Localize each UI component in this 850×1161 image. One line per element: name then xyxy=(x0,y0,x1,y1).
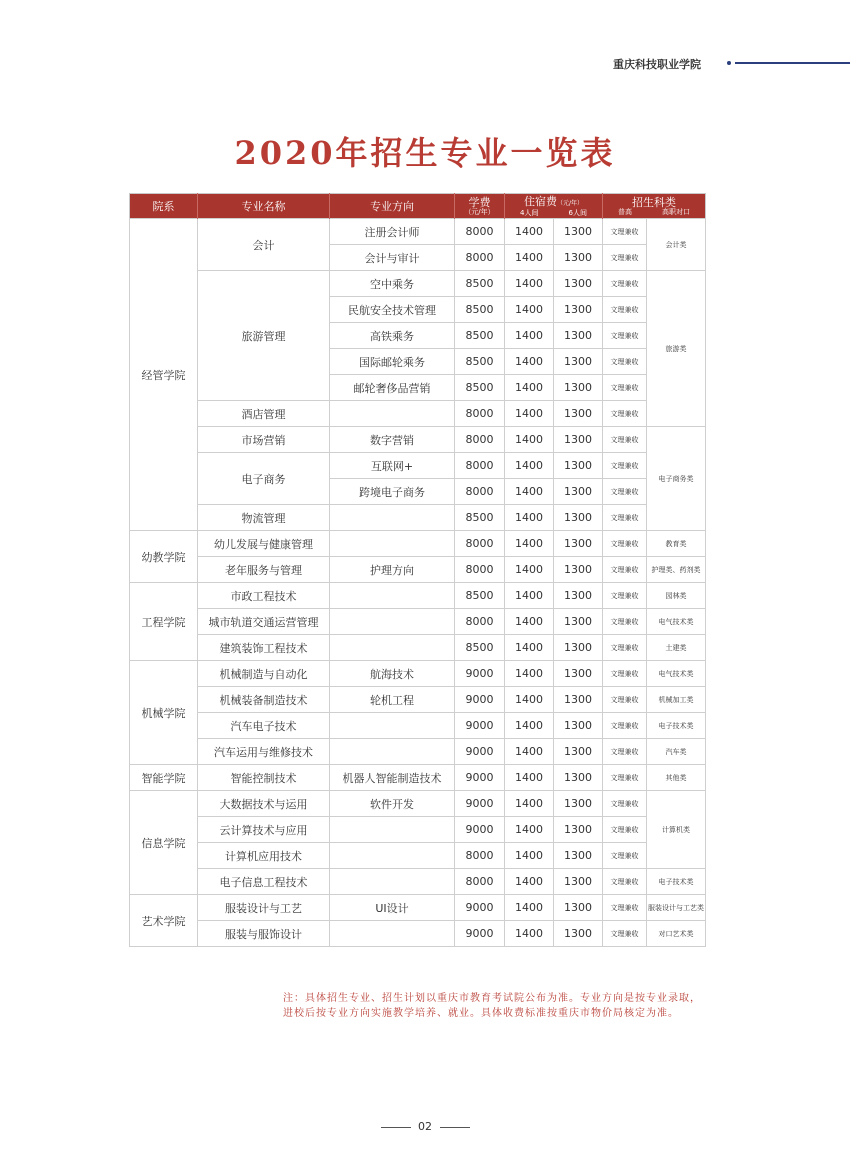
table-row xyxy=(130,661,706,687)
tuition-cell: 9000 xyxy=(455,713,505,739)
table-row xyxy=(130,869,706,895)
dorm6-cell: 1300 xyxy=(554,479,603,505)
header-tuition xyxy=(455,194,505,219)
dorm4-cell: 1400 xyxy=(505,739,554,765)
direction-cell xyxy=(330,817,455,843)
dorm6-cell: 1300 xyxy=(554,349,603,375)
vocational-category-cell: 电气技术类 xyxy=(647,609,706,635)
header-tuition-unit: （元/年） xyxy=(464,207,495,216)
header-cat-vocational: 高职对口 xyxy=(662,207,690,216)
general-category-cell: 文理兼收 xyxy=(603,531,647,557)
vocational-category-cell: 电气技术类 xyxy=(647,661,706,687)
dorm4-cell: 1400 xyxy=(505,817,554,843)
major-cell: 汽车电子技术 xyxy=(198,713,330,739)
major-cell: 旅游管理 xyxy=(198,271,330,401)
dorm6-cell: 1300 xyxy=(554,505,603,531)
direction-cell: 高铁乘务 xyxy=(330,323,455,349)
dept-cell: 智能学院 xyxy=(130,765,198,791)
dorm6-cell: 1300 xyxy=(554,635,603,661)
general-category-cell: 文理兼收 xyxy=(603,401,647,427)
general-category-cell: 文理兼收 xyxy=(603,245,647,271)
table-row xyxy=(130,505,706,531)
direction-cell xyxy=(330,869,455,895)
major-cell: 智能控制技术 xyxy=(198,765,330,791)
dorm4-cell: 1400 xyxy=(505,687,554,713)
vocational-category-cell: 土建类 xyxy=(647,635,706,661)
page-title: 2020年招生专业一览表 xyxy=(234,134,616,172)
dorm4-cell: 1400 xyxy=(505,609,554,635)
general-category-cell: 文理兼收 xyxy=(603,843,647,869)
vocational-category-cell: 会计类 xyxy=(647,219,706,271)
dorm6-cell: 1300 xyxy=(554,739,603,765)
table-row xyxy=(130,271,706,297)
table-row xyxy=(130,713,706,739)
dorm4-cell: 1400 xyxy=(505,375,554,401)
header-cat-general: 普高 xyxy=(618,207,632,216)
direction-cell: 互联网+ xyxy=(330,453,455,479)
dorm6-cell: 1300 xyxy=(554,557,603,583)
header-dorm xyxy=(505,194,603,219)
general-category-cell: 文理兼收 xyxy=(603,271,647,297)
dorm6-cell: 1300 xyxy=(554,791,603,817)
tuition-cell: 8500 xyxy=(455,375,505,401)
direction-cell xyxy=(330,713,455,739)
dorm4-cell: 1400 xyxy=(505,453,554,479)
general-category-cell: 文理兼收 xyxy=(603,661,647,687)
tuition-cell: 9000 xyxy=(455,739,505,765)
dorm4-cell: 1400 xyxy=(505,219,554,245)
direction-cell: 数字营销 xyxy=(330,427,455,453)
table-row xyxy=(130,401,706,427)
dorm6-cell: 1300 xyxy=(554,713,603,739)
general-category-cell: 文理兼收 xyxy=(603,895,647,921)
tuition-cell: 8500 xyxy=(455,635,505,661)
page-number: 02 xyxy=(418,1120,432,1133)
dept-cell: 工程学院 xyxy=(130,583,198,661)
table-row xyxy=(130,895,706,921)
header-rule xyxy=(735,62,850,64)
dorm6-cell: 1300 xyxy=(554,427,603,453)
direction-cell xyxy=(330,401,455,427)
table-row xyxy=(130,817,706,843)
direction-cell xyxy=(330,531,455,557)
direction-cell: 机器人智能制造技术 xyxy=(330,765,455,791)
tuition-cell: 8000 xyxy=(455,219,505,245)
general-category-cell: 文理兼收 xyxy=(603,817,647,843)
direction-cell: 轮机工程 xyxy=(330,687,455,713)
dorm6-cell: 1300 xyxy=(554,895,603,921)
header-dorm-4: 4人间 xyxy=(520,208,539,217)
major-cell: 大数据技术与运用 xyxy=(198,791,330,817)
dorm6-cell: 1300 xyxy=(554,323,603,349)
dorm6-cell: 1300 xyxy=(554,453,603,479)
tuition-cell: 9000 xyxy=(455,661,505,687)
tuition-cell: 8000 xyxy=(455,401,505,427)
tuition-cell: 9000 xyxy=(455,895,505,921)
dorm6-cell: 1300 xyxy=(554,297,603,323)
general-category-cell: 文理兼收 xyxy=(603,297,647,323)
dorm4-cell: 1400 xyxy=(505,271,554,297)
major-cell: 老年服务与管理 xyxy=(198,557,330,583)
major-cell: 建筑装饰工程技术 xyxy=(198,635,330,661)
header-dorm-unit: （元/年） xyxy=(556,199,584,207)
table-header-row xyxy=(130,194,706,219)
dorm4-cell: 1400 xyxy=(505,505,554,531)
dorm6-cell: 1300 xyxy=(554,401,603,427)
direction-cell xyxy=(330,635,455,661)
major-cell: 云计算技术与应用 xyxy=(198,817,330,843)
direction-cell xyxy=(330,739,455,765)
dorm6-cell: 1300 xyxy=(554,609,603,635)
major-cell: 服装设计与工艺 xyxy=(198,895,330,921)
general-category-cell: 文理兼收 xyxy=(603,219,647,245)
tuition-cell: 9000 xyxy=(455,921,505,947)
general-category-cell: 文理兼收 xyxy=(603,349,647,375)
vocational-category-cell: 电子商务类 xyxy=(647,427,706,531)
direction-cell xyxy=(330,921,455,947)
major-cell: 市政工程技术 xyxy=(198,583,330,609)
general-category-cell: 文理兼收 xyxy=(603,609,647,635)
major-cell: 城市轨道交通运营管理 xyxy=(198,609,330,635)
direction-cell: 航海技术 xyxy=(330,661,455,687)
general-category-cell: 文理兼收 xyxy=(603,583,647,609)
general-category-cell: 文理兼收 xyxy=(603,869,647,895)
general-category-cell: 文理兼收 xyxy=(603,791,647,817)
page-number-block xyxy=(0,1120,850,1133)
vocational-category-cell: 教育类 xyxy=(647,531,706,557)
dorm6-cell: 1300 xyxy=(554,661,603,687)
general-category-cell: 文理兼收 xyxy=(603,765,647,791)
table-row xyxy=(130,921,706,947)
major-cell: 酒店管理 xyxy=(198,401,330,427)
major-cell: 汽车运用与维修技术 xyxy=(198,739,330,765)
direction-cell: 会计与审计 xyxy=(330,245,455,271)
dorm6-cell: 1300 xyxy=(554,869,603,895)
header-category xyxy=(603,194,706,219)
table-row xyxy=(130,453,706,479)
major-cell: 会计 xyxy=(198,219,330,271)
vocational-category-cell: 对口艺术类 xyxy=(647,921,706,947)
general-category-cell: 文理兼收 xyxy=(603,505,647,531)
tuition-cell: 9000 xyxy=(455,791,505,817)
tuition-cell: 9000 xyxy=(455,687,505,713)
direction-cell: 注册会计师 xyxy=(330,219,455,245)
dorm6-cell: 1300 xyxy=(554,921,603,947)
major-cell: 机械装备制造技术 xyxy=(198,687,330,713)
general-category-cell: 文理兼收 xyxy=(603,453,647,479)
vocational-category-cell: 护理类、药剂类 xyxy=(647,557,706,583)
header-major: 专业名称 xyxy=(198,194,330,219)
header-dept: 院系 xyxy=(130,194,198,219)
table-row xyxy=(130,427,706,453)
table-body xyxy=(130,219,706,947)
table-row xyxy=(130,791,706,817)
general-category-cell: 文理兼收 xyxy=(603,635,647,661)
direction-cell: 国际邮轮乘务 xyxy=(330,349,455,375)
header-dorm-label: 住宿费 xyxy=(523,194,557,208)
general-category-cell: 文理兼收 xyxy=(603,713,647,739)
vocational-category-cell: 旅游类 xyxy=(647,271,706,427)
vocational-category-cell: 服装设计与工艺类 xyxy=(647,895,706,921)
general-category-cell: 文理兼收 xyxy=(603,427,647,453)
dorm4-cell: 1400 xyxy=(505,921,554,947)
tuition-cell: 9000 xyxy=(455,817,505,843)
dorm6-cell: 1300 xyxy=(554,219,603,245)
tuition-cell: 8000 xyxy=(455,843,505,869)
major-cell: 电子信息工程技术 xyxy=(198,869,330,895)
major-cell: 服装与服饰设计 xyxy=(198,921,330,947)
table-row xyxy=(130,219,706,245)
dorm4-cell: 1400 xyxy=(505,661,554,687)
general-category-cell: 文理兼收 xyxy=(603,323,647,349)
table-row xyxy=(130,583,706,609)
tuition-cell: 8000 xyxy=(455,479,505,505)
major-cell: 市场营销 xyxy=(198,427,330,453)
dorm4-cell: 1400 xyxy=(505,791,554,817)
dorm6-cell: 1300 xyxy=(554,687,603,713)
vocational-category-cell: 电子技术类 xyxy=(647,713,706,739)
dept-cell: 艺术学院 xyxy=(130,895,198,947)
tuition-cell: 8000 xyxy=(455,557,505,583)
dorm6-cell: 1300 xyxy=(554,375,603,401)
vocational-category-cell: 电子技术类 xyxy=(647,869,706,895)
header-direction: 专业方向 xyxy=(330,194,455,219)
dorm4-cell: 1400 xyxy=(505,843,554,869)
dorm4-cell: 1400 xyxy=(505,479,554,505)
dorm4-cell: 1400 xyxy=(505,765,554,791)
header-tuition-label: 学费 xyxy=(468,195,491,209)
dorm4-cell: 1400 xyxy=(505,583,554,609)
table-row xyxy=(130,739,706,765)
major-cell: 计算机应用技术 xyxy=(198,843,330,869)
dorm6-cell: 1300 xyxy=(554,765,603,791)
major-cell: 幼儿发展与健康管理 xyxy=(198,531,330,557)
tuition-cell: 8500 xyxy=(455,505,505,531)
major-cell: 电子商务 xyxy=(198,453,330,505)
dorm4-cell: 1400 xyxy=(505,895,554,921)
footnote: 注：具体招生专业、招生计划以重庆市教育考试院公布为准。专业方向是按专业录取，进校后按专业方向实施教学培养、就业。具体收费标准按重庆市物价局核定为准。 xyxy=(283,993,701,1019)
dorm4-cell: 1400 xyxy=(505,245,554,271)
dorm4-cell: 1400 xyxy=(505,401,554,427)
vocational-category-cell: 机械加工类 xyxy=(647,687,706,713)
major-cell: 物流管理 xyxy=(198,505,330,531)
dorm6-cell: 1300 xyxy=(554,271,603,297)
dorm4-cell: 1400 xyxy=(505,557,554,583)
dept-cell: 经管学院 xyxy=(130,219,198,531)
tuition-cell: 8000 xyxy=(455,245,505,271)
tuition-cell: 8000 xyxy=(455,609,505,635)
header-category-label: 招生科类 xyxy=(632,195,676,209)
direction-cell: 软件开发 xyxy=(330,791,455,817)
direction-cell: 邮轮奢侈品营销 xyxy=(330,375,455,401)
direction-cell: 空中乘务 xyxy=(330,271,455,297)
general-category-cell: 文理兼收 xyxy=(603,479,647,505)
dorm6-cell: 1300 xyxy=(554,817,603,843)
direction-cell: 民航安全技术管理 xyxy=(330,297,455,323)
tuition-cell: 8500 xyxy=(455,583,505,609)
dorm6-cell: 1300 xyxy=(554,531,603,557)
dorm4-cell: 1400 xyxy=(505,349,554,375)
page-number-dash-right xyxy=(440,1127,470,1128)
dorm6-cell: 1300 xyxy=(554,843,603,869)
tuition-cell: 8000 xyxy=(455,453,505,479)
vocational-category-cell: 园林类 xyxy=(647,583,706,609)
header-dorm-6: 6人间 xyxy=(568,208,587,217)
table-row xyxy=(130,635,706,661)
tuition-cell: 8500 xyxy=(455,323,505,349)
dorm4-cell: 1400 xyxy=(505,427,554,453)
dept-cell: 信息学院 xyxy=(130,791,198,895)
dorm4-cell: 1400 xyxy=(505,297,554,323)
direction-cell: UI设计 xyxy=(330,895,455,921)
vocational-category-cell: 其他类 xyxy=(647,765,706,791)
general-category-cell: 文理兼收 xyxy=(603,557,647,583)
dorm6-cell: 1300 xyxy=(554,245,603,271)
tuition-cell: 8000 xyxy=(455,531,505,557)
direction-cell xyxy=(330,583,455,609)
tuition-cell: 8500 xyxy=(455,271,505,297)
general-category-cell: 文理兼收 xyxy=(603,687,647,713)
page-number-dash-left xyxy=(381,1127,411,1128)
dorm4-cell: 1400 xyxy=(505,713,554,739)
dept-cell: 幼教学院 xyxy=(130,531,198,583)
dorm4-cell: 1400 xyxy=(505,635,554,661)
dorm4-cell: 1400 xyxy=(505,531,554,557)
table-row xyxy=(130,609,706,635)
tuition-cell: 8500 xyxy=(455,349,505,375)
dorm6-cell: 1300 xyxy=(554,583,603,609)
tuition-cell: 8500 xyxy=(455,297,505,323)
general-category-cell: 文理兼收 xyxy=(603,739,647,765)
general-category-cell: 文理兼收 xyxy=(603,921,647,947)
direction-cell: 跨境电子商务 xyxy=(330,479,455,505)
direction-cell xyxy=(330,505,455,531)
dorm4-cell: 1400 xyxy=(505,323,554,349)
vocational-category-cell: 汽车类 xyxy=(647,739,706,765)
table-row xyxy=(130,687,706,713)
admission-table xyxy=(129,193,706,947)
major-cell: 机械制造与自动化 xyxy=(198,661,330,687)
tuition-cell: 8000 xyxy=(455,427,505,453)
table-row xyxy=(130,843,706,869)
direction-cell xyxy=(330,843,455,869)
tuition-cell: 8000 xyxy=(455,869,505,895)
header-dot xyxy=(727,61,731,65)
tuition-cell: 9000 xyxy=(455,765,505,791)
dept-cell: 机械学院 xyxy=(130,661,198,765)
table-row xyxy=(130,531,706,557)
direction-cell xyxy=(330,609,455,635)
header-school-name: 重庆科技职业学院 xyxy=(613,58,701,71)
vocational-category-cell: 计算机类 xyxy=(647,791,706,869)
direction-cell: 护理方向 xyxy=(330,557,455,583)
general-category-cell: 文理兼收 xyxy=(603,375,647,401)
dorm4-cell: 1400 xyxy=(505,869,554,895)
table-row xyxy=(130,557,706,583)
table-row xyxy=(130,765,706,791)
